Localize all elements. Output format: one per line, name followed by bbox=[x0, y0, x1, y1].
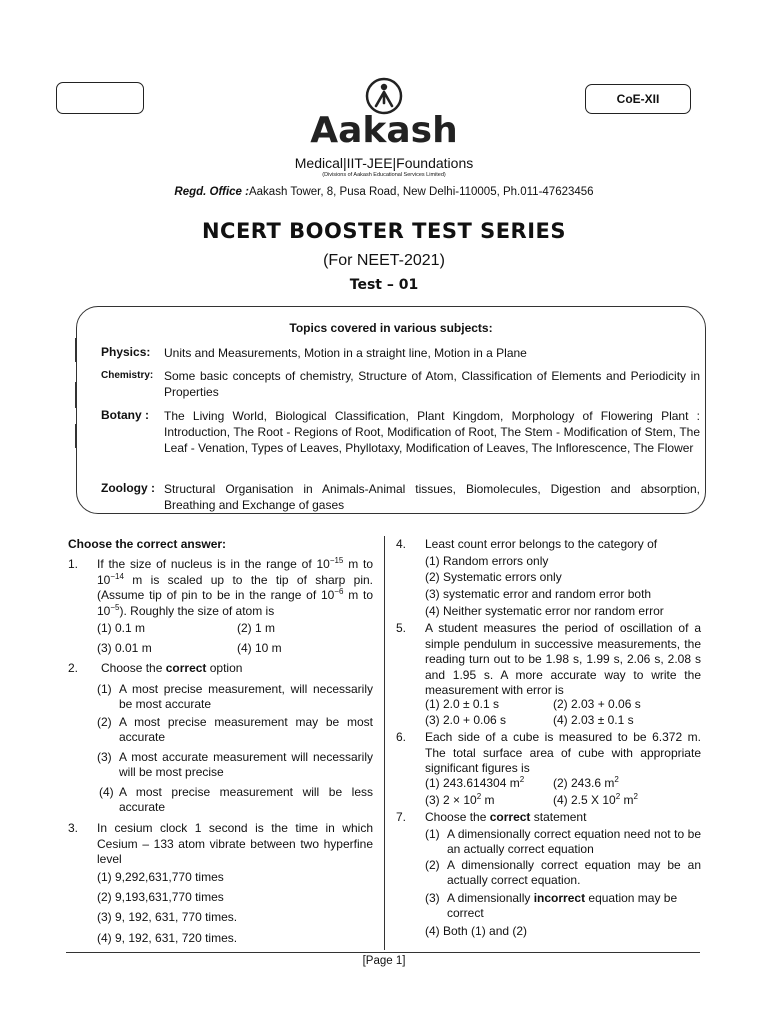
option[interactable]: A most precise measurement may be most accurate bbox=[119, 715, 373, 744]
option[interactable]: (2) 243.6 $m^2$ bbox=[553, 775, 619, 790]
physics-topics: Units and Measurements, Motion in a straight line, Motion in a Plane bbox=[164, 346, 527, 360]
question-number: 1. bbox=[68, 557, 79, 571]
option[interactable]: (1) 0.1 m bbox=[97, 621, 146, 635]
question-number: 6. bbox=[396, 730, 407, 744]
botany-topics: The Living World, Biological Classification, Plant Kingdom, Morphology of Flowering Plant : Introduction, The Root - Regions of Root, Modification of Root, The Stem - Modification of Stem, The Leaf - Venation, Types of Leaves, Phyllotaxy, Modification of Leaves, The Inflorescence, The Flower bbox=[164, 409, 700, 455]
option-number: (1) bbox=[425, 827, 440, 841]
question-7-text: Choose the correct statement bbox=[425, 810, 587, 824]
zoology-label: Zoology : bbox=[101, 481, 155, 495]
page-title: NCERT BOOSTER TEST SERIES bbox=[201, 219, 567, 243]
question-number: 3. bbox=[68, 821, 79, 835]
box-left-bar bbox=[75, 382, 77, 408]
registered-office: Regd. Office :Aakash Tower, 8, Pusa Road, New Delhi-110005, Ph.011-47623456 bbox=[174, 186, 594, 198]
option[interactable]: (1) 2.0 ± 0.1 s bbox=[425, 697, 499, 711]
option[interactable]: A dimensionally correct equation need not to be an actually correct equation bbox=[447, 827, 701, 856]
footer-divider bbox=[66, 952, 700, 953]
option[interactable]: (2) 2.03 + 0.06 s bbox=[553, 697, 641, 711]
option[interactable]: (4) 9, 192, 631, 720 times. bbox=[97, 931, 238, 945]
question-number: 4. bbox=[396, 537, 407, 551]
option[interactable]: (3) 9, 192, 631, 770 times. bbox=[97, 910, 238, 924]
option[interactable]: (4) 10 m bbox=[237, 641, 282, 655]
question-1-text: If the size of nucleus is in the range of $10^{-15}$ m to $10^{-14}$ m is scaled up to the tip of sharp pin. (Assume tip of pin to be in the range of $10^{-6}$ m to $10^{-5}$). Roughly the size of atom is bbox=[97, 556, 373, 618]
option[interactable]: (4) Neither systematic error nor random error bbox=[425, 604, 664, 618]
question-4-text: Least count error belongs to the category of bbox=[425, 537, 658, 551]
option[interactable]: A most precise measurement will be less accurate bbox=[119, 785, 373, 814]
question-3-text: In cesium clock 1 second is the time in which Cesium – 133 atom vibrate between two hyperfine level bbox=[97, 821, 373, 866]
division-note: (Divisions of Aakash Educational Services Limited) bbox=[322, 172, 446, 178]
question-2-text: Choose the correct option bbox=[101, 661, 243, 675]
chemistry-label: Chemistry: bbox=[101, 370, 154, 381]
option[interactable]: (4) 2.5 X $10^2$ $m^2$ bbox=[553, 792, 638, 807]
option[interactable]: (3) 0.01 m bbox=[97, 641, 152, 655]
topics-heading: Topics covered in various subjects: bbox=[289, 321, 493, 335]
question-number: 7. bbox=[396, 810, 407, 824]
option[interactable]: A dimensionally incorrect equation may be correct bbox=[447, 891, 678, 920]
brand-tagline: Medical|IIT-JEE|Foundations bbox=[294, 155, 474, 171]
option[interactable]: (4) 2.03 ± 0.1 s bbox=[553, 713, 634, 727]
option[interactable]: (1) 243.614304 $m^2$ bbox=[425, 775, 525, 790]
brand-name: Aakash bbox=[310, 110, 458, 151]
option[interactable]: A most accurate measurement will necessarily will be most precise bbox=[119, 750, 373, 779]
test-number: Test – 01 bbox=[349, 277, 419, 293]
instruction: Choose the correct answer: bbox=[68, 537, 227, 551]
option-number: (2) bbox=[97, 715, 112, 729]
option[interactable]: (1) 9,292,631,770 times bbox=[97, 870, 224, 884]
chemistry-topics: Some basic concepts of chemistry, Structure of Atom, Classification of Elements and Periodicity in Properties bbox=[164, 369, 700, 399]
option-number: (4) bbox=[99, 785, 114, 799]
option[interactable]: (2) Systematic errors only bbox=[425, 570, 562, 584]
option-number: (3) bbox=[425, 891, 440, 905]
column-divider bbox=[384, 536, 385, 950]
option[interactable]: (2) 9,193,631,770 times bbox=[97, 890, 224, 904]
option-number: (2) bbox=[425, 858, 440, 872]
question-number: 5. bbox=[396, 621, 407, 635]
option[interactable]: (2) 1 m bbox=[237, 621, 276, 635]
botany-label: Botany : bbox=[101, 408, 149, 422]
option[interactable]: A dimensionally correct equation may be an actually correct equation. bbox=[447, 858, 701, 887]
zoology-topics: Structural Organisation in Animals-Animal tissues, Biomolecules, Digestion and absorption, Breathing and Exchange of gases bbox=[164, 482, 700, 512]
option[interactable]: A most precise measurement, will necessarily be most accurate bbox=[119, 682, 373, 711]
option[interactable]: (1) Random errors only bbox=[425, 554, 549, 568]
option[interactable]: (3) systematic error and random error both bbox=[425, 587, 652, 601]
option[interactable]: (3) $2 \times 10^2$ m bbox=[425, 792, 495, 807]
option-number: (1) bbox=[97, 682, 112, 696]
physics-label: Physics: bbox=[101, 345, 151, 359]
question-5-text: A student measures the period of oscillation of a simple pendulum in successive measurements, the reading turn out to be 1.98 s, 1.99 s, 2.06 s, 2.08 s and 1.95 s. A more accurate way to write the measurement with error is bbox=[425, 621, 701, 697]
page-number: [Page 1] bbox=[362, 955, 406, 967]
question-number: 2. bbox=[68, 661, 79, 675]
box-left-bar bbox=[75, 338, 77, 362]
box-left-bar bbox=[75, 424, 77, 448]
test-code-box: CoE-XII bbox=[585, 84, 691, 114]
page-subtitle: (For NEET-2021) bbox=[323, 252, 445, 269]
option[interactable]: (3) 2.0 + 0.06 s bbox=[425, 713, 507, 727]
option-number: (3) bbox=[97, 750, 112, 764]
option[interactable]: (4) Both (1) and (2) bbox=[425, 924, 528, 938]
question-6-text: Each side of a cube is measured to be 6.372 m. The total surface area of cube with appropriate significant figures is bbox=[425, 730, 701, 775]
